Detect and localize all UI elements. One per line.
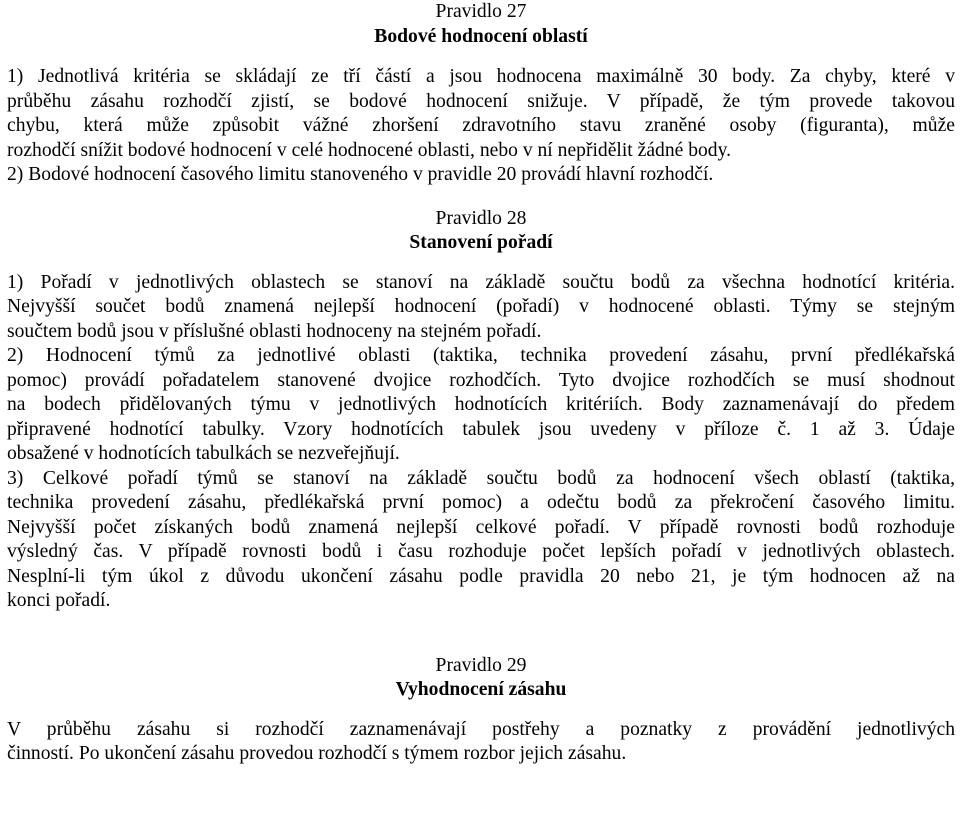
rule-29-title: Vyhodnocení zásahu [395,679,567,700]
rule-28-line: 3) Celkové pořadí týmů se stanoví na základě součtu bodů za hodnocení všech oblastí (taktika, [7,467,955,489]
rule-28-line: Nesplní-li tým úkol z důvodu ukončení zásahu podle pravidla 20 nebo 21, je tým hodnocen až na [7,565,955,587]
rule-28-title: Stanovení pořadí [409,232,553,253]
rule-27-title: Bodové hodnocení oblastí [374,25,588,47]
rule-28-line: konci pořadí. [7,590,111,611]
rule-28-number: Pravidlo 28 [435,207,527,229]
rule-28-line: připravené hodnotící tabulky. Vzory hodnotících tabulek jsou uvedeny v příloze č. 1 až 3. Údaje [7,418,955,440]
rule-27-line: rozhodčí snížit bodové hodnocení v celé hodnocené oblasti, nebo v ní nepřidělit žádné body. [7,139,732,161]
rule-28-line: výsledný čas. V případě rovnosti bodů i času rozhoduje počet lepších pořadí v jednotlivých oblastech. [7,541,955,562]
rule-28-line: součtem bodů jsou v příslušné oblasti hodnoceny na stejném pořadí. [7,320,542,342]
rule-29-number: Pravidlo 29 [435,654,527,676]
rule-29-line: V průběhu zásahu si rozhodčí zaznamenávají postřehy a poznatky z provádění jednotlivých [7,718,955,740]
rule-27-line: 2) Bodové hodnocení časového limitu stanoveného v pravidle 20 provádí hlavní rozhodčí. [7,164,714,185]
rule-28-line: pomoc) provádí pořadatelem stanovené dvojice rozhodčích. Tyto dvojice rozhodčích se musí shodnout [7,369,955,391]
rule-27-section [7,0,955,188]
rule-28-body [7,271,955,614]
document-page [7,0,955,767]
rule-29-section [7,654,955,767]
rule-28-line: 1) Pořadí v jednotlivých oblastech se stanoví na základě součtu bodů za všechna hodnotící kritéria. [7,271,955,293]
rule-29-line: činností. Po ukončení zásahu provedou rozhodčí s týmem rozbor jejich zásahu. [7,743,627,764]
rule-27-number: Pravidlo 27 [435,1,527,22]
rule-27-body [7,65,955,188]
rule-27-line: 1) Jednotlivá kritéria se skládají ze tří částí a jsou hodnocena maximálně 30 body. Za chyby, které v [7,66,955,87]
rule-28-section [7,207,955,614]
rule-28-line: na bodech přidělovaných týmu v jednotlivých hodnotících kritériích. Body zaznamenávají do předem [7,394,955,415]
rule-28-line: Nejvyšší součet bodů znamená nejlepší hodnocení (pořadí) v hodnocené oblasti. Týmy se stejným [7,296,955,317]
rule-29-body [7,718,955,767]
rule-28-line: obsažené v hodnotících tabulkách se nezveřejňují. [7,443,400,464]
rule-28-line: technika provedení zásahu, předlékařská první pomoc) a odečtu bodů za překročení časového limitu. [7,492,955,513]
rule-28-line: Nejvyšší počet získaných bodů znamená nejlepší celkové pořadí. V případě rovnosti bodů rozhoduje [7,516,955,538]
rule-27-line: průběhu zásahu rozhodčí zjistí, se bodové hodnocení snižuje. V případě, že tým provede takovou [7,90,955,112]
rule-28-line: 2) Hodnocení týmů za jednotlivé oblasti (taktika, technika provedení zásahu, první předlékařská [7,345,955,366]
rule-27-line: chybu, která může způsobit vážné zhoršení zdravotního stavu zraněné osoby (figuranta), může [7,115,955,136]
